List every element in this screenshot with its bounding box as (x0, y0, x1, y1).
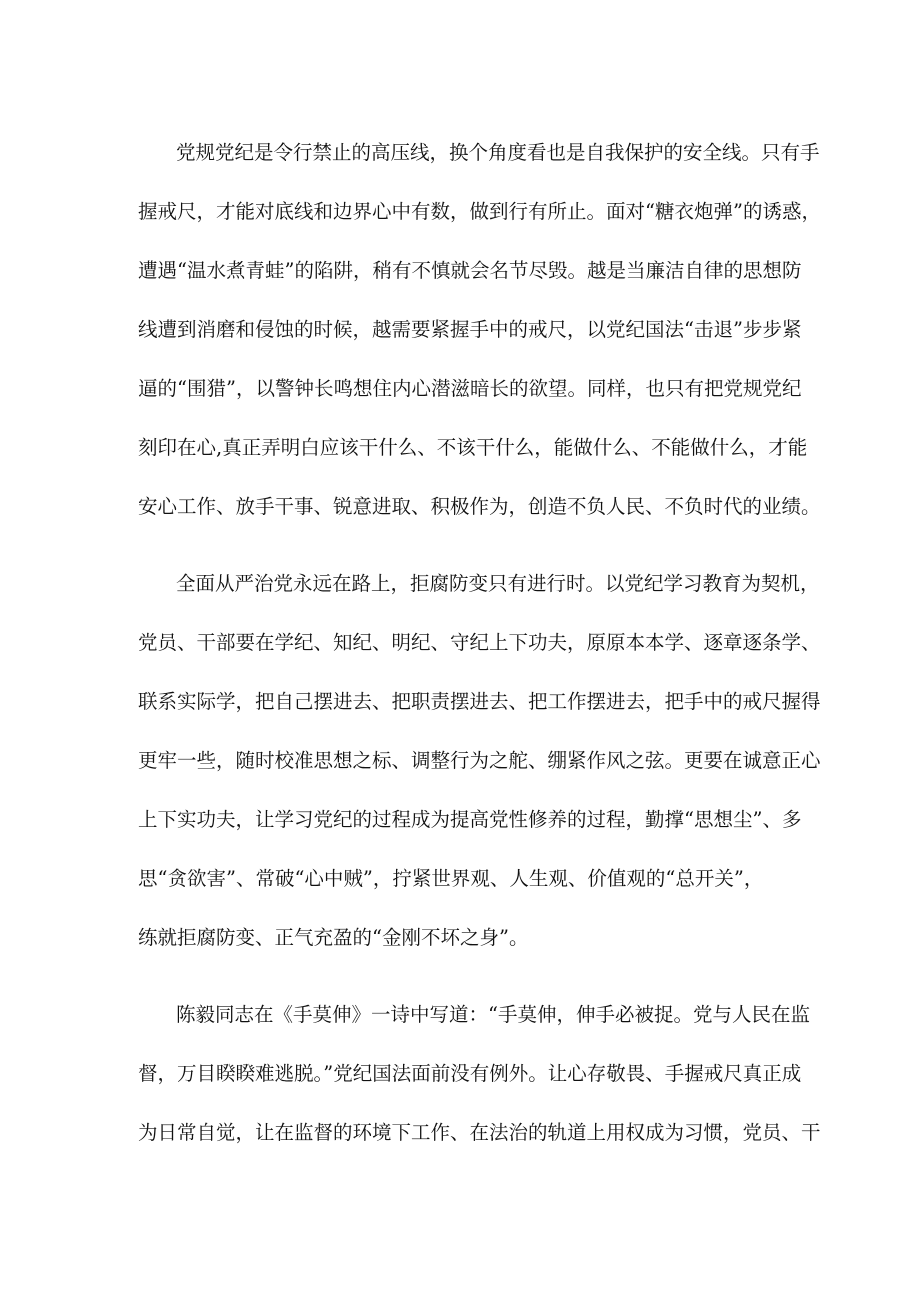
text-line: 为日常自觉，让在监督的环境下工作、在法治的轨道上用权成为习惯，党员、干 (138, 1121, 821, 1144)
text-line: 全面从严治党永远在路上，拒腐防变只有进行时。以党纪学习教育为契机， (176, 572, 820, 595)
text-line: 刻印在心,真正弄明白应该干什么、不该干什么，能做什么、不能做什么，才能 (138, 436, 808, 459)
text-line: 陈毅同志在《手莫伸》一诗中写道：“手莫伸，伸手必被捉。党与人民在监 (176, 1003, 810, 1026)
text-line: 党员、干部要在学纪、知纪、明纪、守纪上下功夫，原原本本学、逐章逐条学、 (138, 631, 821, 654)
text-line: 更牢一些，随时校准思想之标、调整行为之舵、绷紧作风之弦。更要在诚意正心 (138, 749, 821, 772)
text-line: 线遭到消磨和侵蚀的时候，越需要紧握手中的戒尺，以党纪国法“击退”步步紧 (138, 318, 802, 341)
text-line: 上下实功夫，让学习党纪的过程成为提高党性修养的过程，勤撑“思想尘”、多 (138, 808, 802, 831)
text-line: 练就拒腐防变、正气充盈的“金刚不坏之身”。 (138, 926, 529, 949)
text-line: 联系实际学，把自己摆进去、把职责摆进去、把工作摆进去，把手中的戒尺握得 (138, 690, 821, 713)
text-line: 思“贪欲害”、常破“心中贼”，拧紧世界观、人生观、价值观的“总开关”， (138, 867, 764, 890)
text-line: 督，万目睽睽难逃脱。”党纪国法面前没有例外。让心存敬畏、手握戒尺真正成 (138, 1062, 802, 1085)
text-line: 遭遇“温水煮青蛙”的陷阱，稍有不慎就会名节尽毁。越是当廉洁自律的思想防 (138, 259, 802, 282)
text-line: 党规党纪是令行禁止的高压线，换个角度看也是自我保护的安全线。只有手 (176, 141, 820, 164)
text-line: 安心工作、放手干事、锐意进取、积极作为，创造不负人民、不负时代的业绩。 (138, 495, 821, 518)
text-line: 逼的“围猎”，以警钟长鸣想住内心潜滋暗长的欲望。同样，也只有把党规党纪 (138, 377, 802, 400)
text-line: 握戒尺，才能对底线和边界心中有数，做到行有所止。面对“糖衣炮弹”的诱惑， (138, 200, 821, 223)
